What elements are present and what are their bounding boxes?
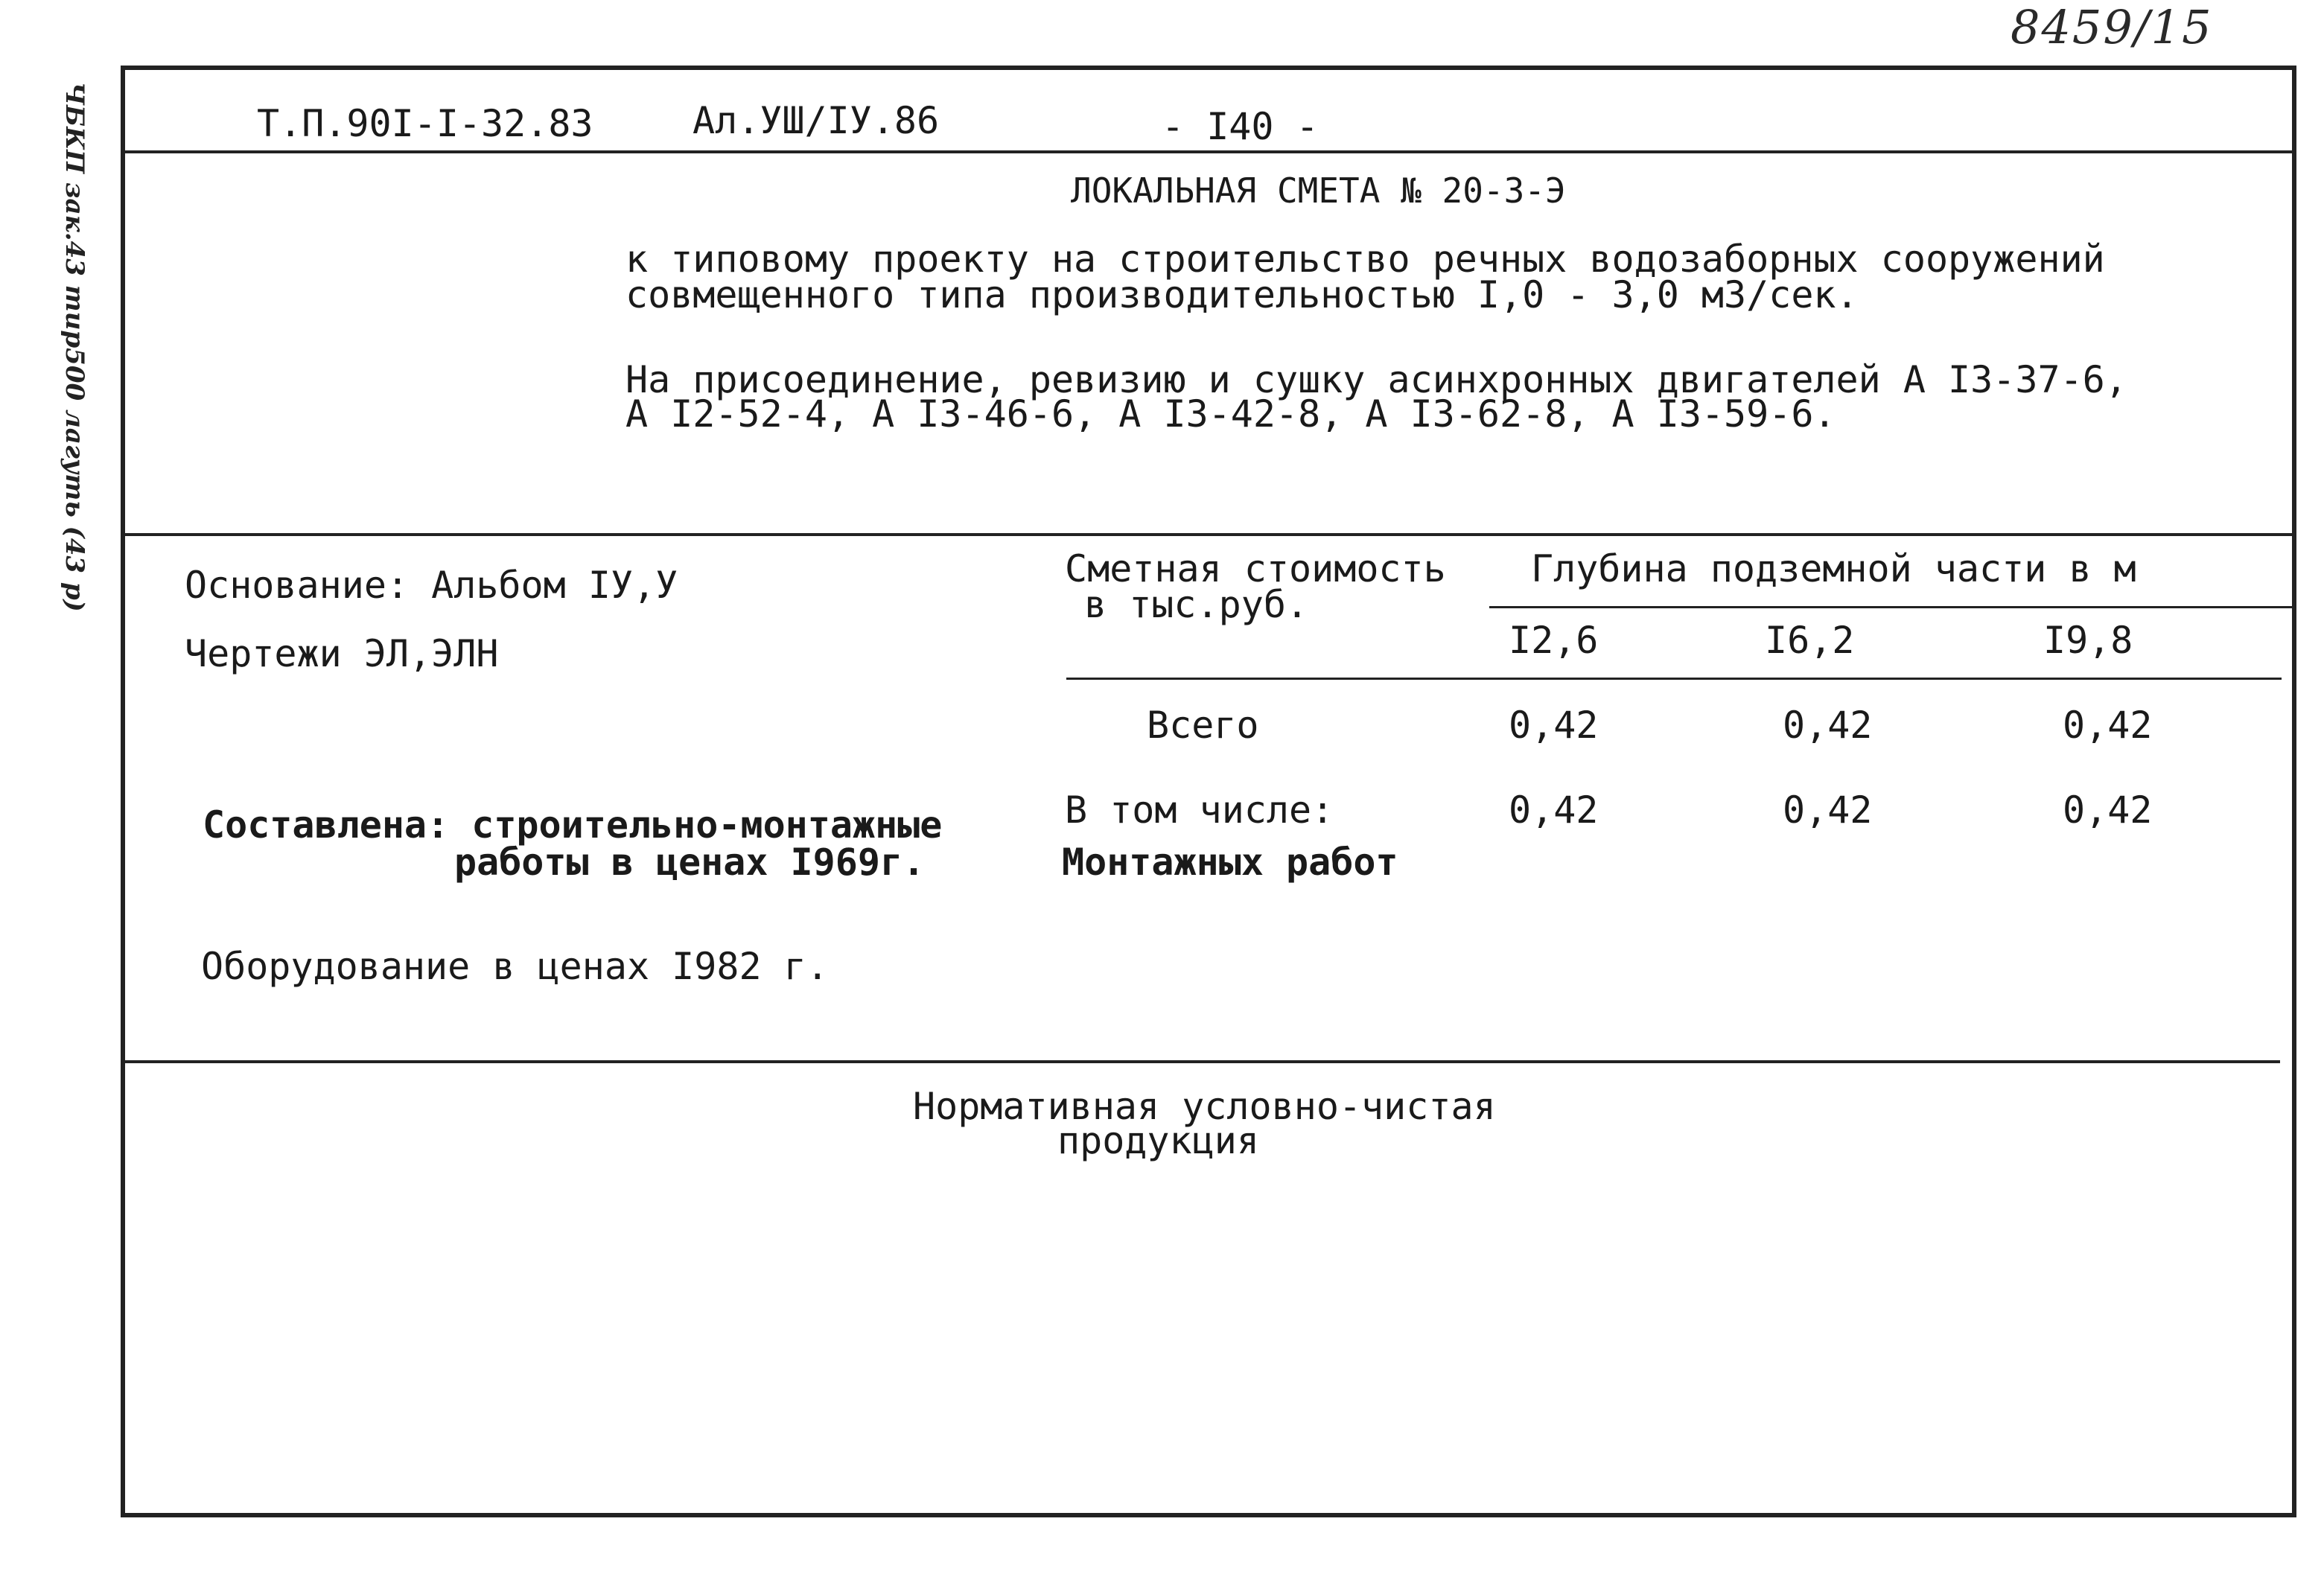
archive-number: 8459/15 xyxy=(2011,0,2213,54)
row-label-total: Всего xyxy=(1147,704,1259,747)
cost-header-line-2: в тыс.руб. xyxy=(1084,583,1309,626)
depth-value: I2,6 xyxy=(1509,619,1599,662)
album-reference: Ал.УШ/IУ.86 xyxy=(693,99,940,142)
section-divider-top xyxy=(121,533,2296,536)
cost-value: 0,42 xyxy=(1783,704,1873,747)
cost-value: 0,42 xyxy=(1509,788,1599,832)
cost-value: 0,42 xyxy=(2063,788,2153,832)
section-divider-bottom xyxy=(121,1060,2280,1063)
depth-header: Глубина подземной части в м xyxy=(1531,547,2136,590)
cost-header-line-1: Сметная стоимость xyxy=(1065,547,1446,590)
cost-value: 0,42 xyxy=(1509,704,1599,747)
compiled-line-1: Составлена: строительно-монтажные xyxy=(203,803,943,847)
footer-line-2: продукция xyxy=(1057,1119,1259,1162)
print-stamp: ЧБКП зак.43 тир500 лагуть (43 р) xyxy=(60,82,89,612)
row-label-installation: Монтажных работ xyxy=(1062,841,1398,884)
description-line-1: к типовому проекту на строительство речных водозаборных сооружений xyxy=(625,238,2105,281)
description-line-4: А I2-52-4, А I3-46-6, А I3-42-8, А I3-62-8, А I3-59-6. xyxy=(625,392,1836,436)
cost-value: 0,42 xyxy=(1783,788,1873,832)
footer-line-1: Нормативная условно-чистая xyxy=(913,1085,1496,1128)
equipment-prices-line: Оборудование в ценах I982 г. xyxy=(201,945,829,988)
page-number: - I40 - xyxy=(1162,105,1319,148)
drawings-label: Чертежи ЭЛ,ЭЛН xyxy=(185,632,499,675)
basis-label: Основание: Альбом IУ,У xyxy=(185,564,678,607)
description-line-2: совмещенного типа производительностью I,0 - 3,0 м3/сек. xyxy=(625,273,1859,316)
depth-value: I9,8 xyxy=(2043,619,2133,662)
depth-value: I6,2 xyxy=(1765,619,1855,662)
header-divider xyxy=(121,150,2296,153)
compiled-line-2: работы в ценах I969г. xyxy=(454,841,926,884)
description-line-3: На присоединение, ревизию и сушку асинхронных двигателей А I3-37-6, xyxy=(625,358,2127,401)
row-label-including: В том числе: xyxy=(1065,788,1334,832)
document-title: ЛОКАЛЬНАЯ СМЕТА № 20-3-Э xyxy=(1071,171,1566,211)
depth-header-underline xyxy=(1489,606,2296,608)
project-code: Т.П.90I-I-32.83 xyxy=(257,102,593,145)
table-header-divider xyxy=(1066,678,2282,680)
cost-value: 0,42 xyxy=(2063,704,2153,747)
